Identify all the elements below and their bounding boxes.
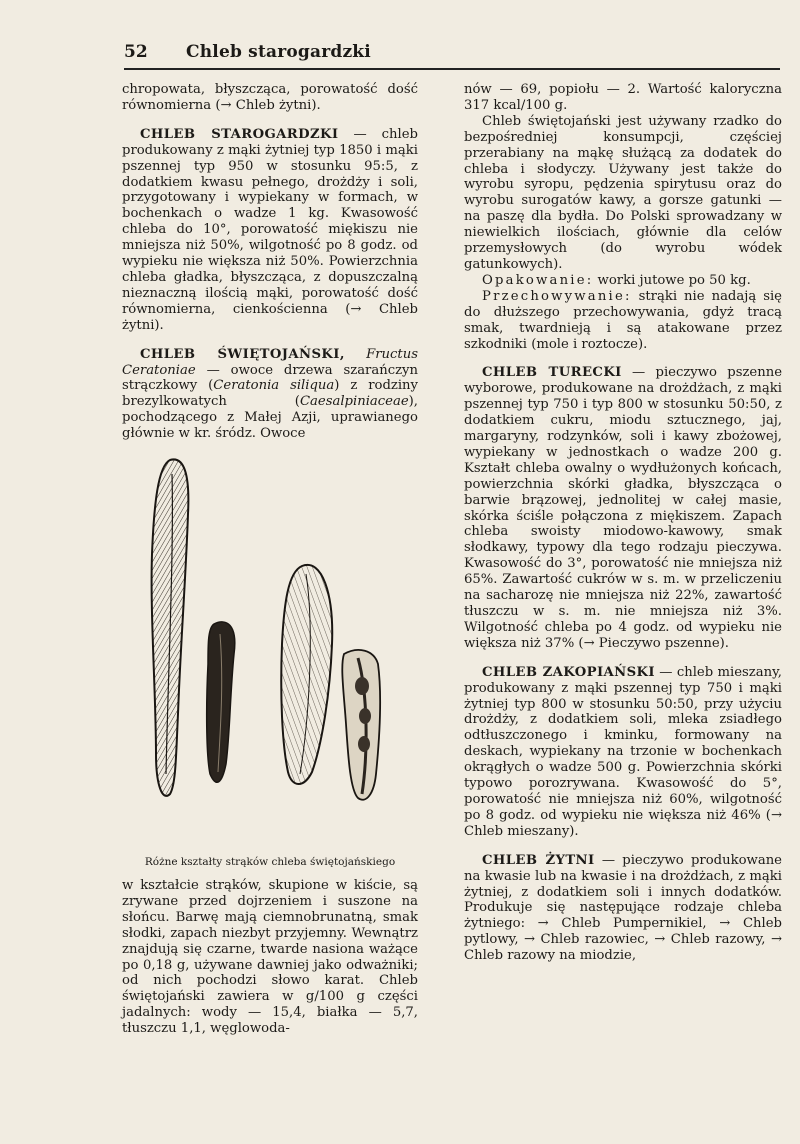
packing-paragraph xyxy=(464,273,782,289)
entry-heading: CHLEB STAROGARDZKI xyxy=(140,126,339,142)
continued-paragraph: chropowata, błyszcząca, porowatość dość równomierna (→ Chleb żytni). xyxy=(122,82,418,113)
entry-swietojanski xyxy=(122,347,418,442)
entry-turecki xyxy=(464,365,782,651)
after-figure-paragraph: w kształcie strąków, skupione w kiście, są zrywane przed dojrzeniem i suszone na słońcu. Barwę mają ciemnobrunatną, smak słodki, zapach niezbyt przyjemny. Wewnątrz znajdują się czarne, twarde nasiona ważące po 0,18 g, używane dawniej jako odważniki; od nich pochodzi słowo karat. Chleb świętojański zawiera w g/100 g części jadalnych: wody — 15,4, białka — 5,7, tłuszczu 1,1, węglowoda- xyxy=(122,878,418,1037)
entry-body: — chleb produkowany z mąki żytniej typ 1850 i mąki pszennej typ 950 w stosunku 95:5, z dodatkiem kwasu pełnego, drożdży i soli, przygotowany i wypiekany w formach, w bochenkach o wadze 1 kg. Kwasowość chleba do 10°, porowatość miękiszu nie mniejsza niż 50%, wilgotność po 8 godz. od wypieku nie większa niż 50%. Powierzchnia chleba gładka, błyszcząca, z dopuszczalną nieznaczną ilością mąki, porowatość dość równomierna, cienkościenna (→ Chleb żytni). xyxy=(122,126,418,333)
entry-heading: CHLEB ŚWIĘTOJAŃSKI, xyxy=(140,346,345,362)
entry-body: — pieczywo pszenne wyborowe, produkowane na drożdżach, z mąki pszennej typ 750 i typ 800 w stosunku 50:50, z dodatkiem cukru, miodu sztucznego, jaj, margaryny, rodzynków, soli i kawy zbożowej, wypiekany w jednostkach o wadze 200 g. Kształt chleba owalny o wydłużonych końcach, powierzchnia skórki gładka, błyszcząca o barwie brązowej, jednolitej w całej masie, skórka ściśle połączona z miękiszem. Zapach chleba swoisty miodowo-kawowy, smak słodkawy, typowy dla tego rodzaju pieczywa. Kwasowość do 3°, porowatość nie mniejsza niż 65%. Zawartość cukrów w s. m. w przeliczeniu na sacharozę nie mniejsza niż 22%, zawartość tłuszczu w s. m. nie mniejsza niż 3%. Wilgotność chleba po 4 godz. od wypieku nie większa niż 37% (→ Pieczywo pszenne). xyxy=(464,365,783,651)
entry-heading: CHLEB ŻYTNI xyxy=(482,852,595,868)
entry-body: — pieczywo produkowane na kwasie lub na kwasie i na drożdżach, z mąki żytniej, z dodatkiem soli i innych dodatków. Produkuje się następujące rodzaje chleba żytniego: → Chleb Pumpernikiel, → Chleb pytlowy, → Chleb razowiec, → Chleb razowy, → Chleb razowy na miodzie, xyxy=(464,852,782,964)
usage-paragraph: Chleb świętojański jest używany rzadko do bezpośredniej konsumpcji, częściej przerabiany na mąkę służącą za dodatek do chleba i słodyczy. Używany jest także do wyrobu syropu, pędzenia spirytusu oraz do wyrobu surogatów kawy, a gorsze gatunki — na paszę dla bydła. Do Polski sprowadzany w niewielkich ilościach, głównie dla celów przemysłowych (do wyrobu wódek gatunkowych). xyxy=(464,113,782,272)
latin-name: Fructus Ceratoniae xyxy=(122,346,418,378)
entry-zakopianski xyxy=(464,665,782,840)
entry-text: ), pochodzącego z Małej Azji, uprawianego głównie w kr. śródz. Owoce xyxy=(122,394,418,442)
right-column xyxy=(464,82,782,964)
latin-name: Caesalpiniaceae xyxy=(299,394,409,410)
figure-caption: Różne kształty strąków chleba świętojańskiego xyxy=(144,856,396,869)
latin-name: Ceratonia siliqua xyxy=(213,378,335,394)
entry-heading: CHLEB TURECKI xyxy=(482,365,622,381)
continued-paragraph: nów — 69, popiołu — 2. Wartość kaloryczna 317 kcal/100 g. xyxy=(464,82,782,113)
left-column xyxy=(122,82,418,1037)
page-number: 52 xyxy=(124,42,148,62)
storage-paragraph xyxy=(464,289,782,353)
packing-text: worki jutowe po 50 kg. xyxy=(593,272,751,288)
storage-text: strąki nie nadają się do dłuższego przechowywania, gdyż tracą smak, twardnieją i są atakowane przez szkodniki (mole i roztocze). xyxy=(464,288,782,352)
storage-label: Przechowywanie: xyxy=(482,288,632,304)
carob-pod-icon xyxy=(122,454,418,854)
running-title: Chleb starogardzki xyxy=(186,42,371,62)
entry-zytni xyxy=(464,853,782,964)
carob-pod-illustration xyxy=(122,454,418,854)
entry-starogardzki xyxy=(122,127,418,334)
page-header xyxy=(124,40,780,70)
entry-text: ) z rodziny brezylkowatych ( xyxy=(122,378,418,410)
entry-body: — chleb mieszany, produkowany z mąki pszennej typ 750 i mąki żytniej typ 800 w stosunku 50:50, przy użyciu drożdży, z dodatkiem soli, mleka zsiadłego odtłuszczonego i kminku, formowany na deskach, wypiekany na trzonie w bochenkach okrągłych o wadze 500 g. Powierzchnia skórki typowo porozrywana. Kwasowość do 5°, porowatość nie mniejsza niż 60%, wilgotność po 8 godz. od wypieku nie większa niż 46% (→ Chleb mieszany). xyxy=(464,664,783,839)
entry-text: — owoce drzewa szarańczyn strączkowy ( xyxy=(122,362,418,394)
entry-heading: CHLEB ZAKOPIAŃSKI xyxy=(482,664,655,680)
packing-label: Opakowanie: xyxy=(482,272,594,288)
